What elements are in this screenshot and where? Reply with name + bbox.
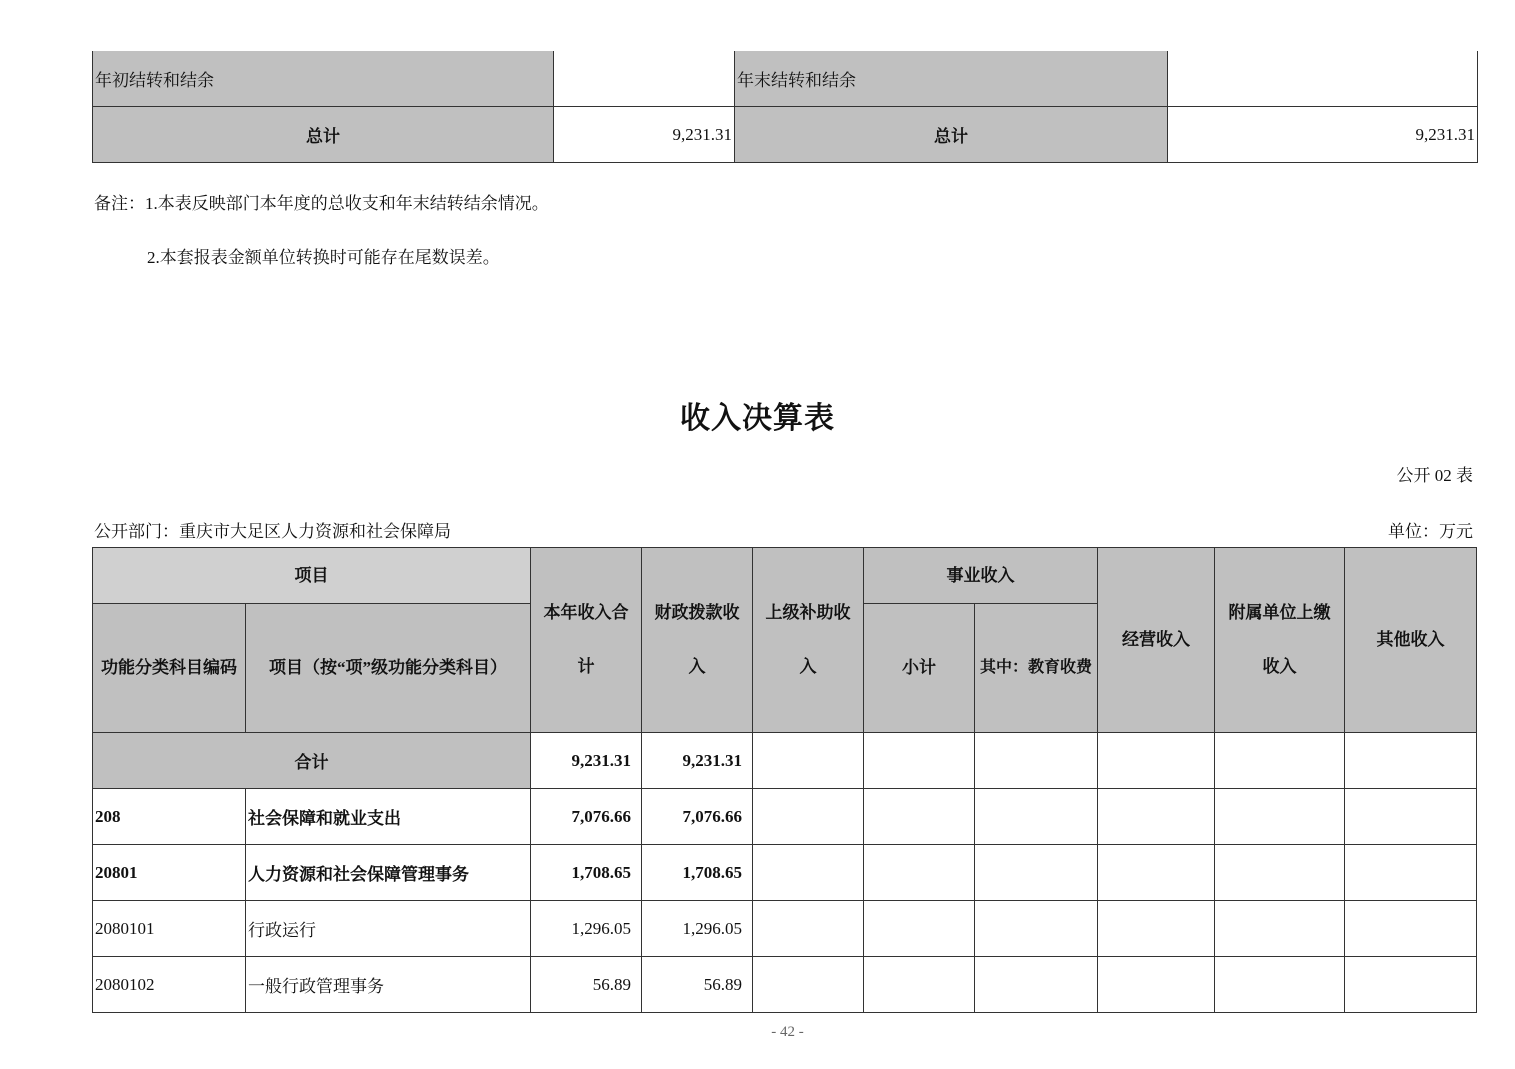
empty-cell	[1098, 733, 1215, 789]
header-row	[93, 548, 1477, 604]
opening-balance-value	[554, 51, 735, 107]
opening-balance-label: 年初结转和结余	[93, 51, 554, 107]
empty-cell	[1215, 733, 1345, 789]
empty-cell	[1345, 733, 1477, 789]
header-education: 其中：教育收费	[975, 604, 1098, 733]
row-name: 行政运行	[246, 901, 531, 957]
row-fiscal: 7,076.66	[642, 789, 753, 845]
empty-cell	[753, 733, 864, 789]
header-affiliated-line1: 附属单位上缴	[1228, 603, 1331, 622]
table-row	[93, 107, 1478, 163]
table-row	[93, 957, 1477, 1013]
row-name: 社会保障和就业支出	[246, 789, 531, 845]
empty-cell	[1345, 789, 1477, 845]
empty-cell	[1345, 901, 1477, 957]
expense-total-label: 总计	[735, 107, 1168, 163]
empty-cell	[1215, 845, 1345, 901]
department-label: 公开部门：重庆市大足区人力资源和社会保障局	[94, 522, 451, 541]
row-total: 1,296.05	[531, 901, 642, 957]
header-total-line2: 计	[577, 657, 595, 676]
row-total: 56.89	[531, 957, 642, 1013]
header-business: 事业收入	[864, 548, 1098, 604]
empty-cell	[753, 901, 864, 957]
empty-cell	[1215, 789, 1345, 845]
header-total	[531, 548, 642, 733]
empty-cell	[975, 733, 1098, 789]
table-row	[93, 845, 1477, 901]
empty-cell	[975, 845, 1098, 901]
header-fiscal	[642, 548, 753, 733]
empty-cell	[864, 733, 975, 789]
income-total-label: 总计	[93, 107, 554, 163]
note-1: 备注：1.本表反映部门本年度的总收支和年末结转结余情况。	[94, 194, 549, 213]
header-affiliated	[1215, 548, 1345, 733]
row-fiscal: 56.89	[642, 957, 753, 1013]
row-code: 2080102	[93, 957, 246, 1013]
empty-cell	[975, 901, 1098, 957]
income-total-value: 9,231.31	[554, 107, 735, 163]
header-affiliated-line2: 收入	[1262, 657, 1297, 676]
empty-cell	[864, 957, 975, 1013]
balance-summary-table	[92, 51, 1478, 163]
empty-cell	[975, 957, 1098, 1013]
page-number: - 42 -	[771, 1024, 804, 1040]
unit-label: 单位：万元	[1388, 522, 1473, 541]
row-code: 2080101	[93, 901, 246, 957]
empty-cell	[753, 789, 864, 845]
table-row	[93, 901, 1477, 957]
empty-cell	[864, 901, 975, 957]
header-operating: 经营收入	[1098, 548, 1215, 733]
empty-cell	[753, 957, 864, 1013]
row-fiscal: 1,708.65	[642, 845, 753, 901]
header-superior-line2: 入	[799, 657, 817, 676]
header-other: 其他收入	[1345, 548, 1477, 733]
row-total: 1,708.65	[531, 845, 642, 901]
header-subtotal: 小计	[864, 604, 975, 733]
sum-row	[93, 733, 1477, 789]
table-number: 公开 02 表	[1396, 466, 1473, 485]
income-table	[92, 547, 1477, 1013]
empty-cell	[1345, 845, 1477, 901]
empty-cell	[864, 845, 975, 901]
empty-cell	[1098, 845, 1215, 901]
row-name: 一般行政管理事务	[246, 957, 531, 1013]
sum-total: 9,231.31	[531, 733, 642, 789]
row-code: 20801	[93, 845, 246, 901]
empty-cell	[864, 789, 975, 845]
empty-cell	[1098, 901, 1215, 957]
header-fiscal-line2: 入	[688, 657, 706, 676]
empty-cell	[1215, 957, 1345, 1013]
row-fiscal: 1,296.05	[642, 901, 753, 957]
header-item-name: 项目（按“项”级功能分类科目）	[246, 604, 531, 733]
row-name: 人力资源和社会保障管理事务	[246, 845, 531, 901]
empty-cell	[753, 845, 864, 901]
row-code: 208	[93, 789, 246, 845]
sum-fiscal: 9,231.31	[642, 733, 753, 789]
header-superior-line1: 上级补助收	[765, 603, 851, 622]
sum-label: 合计	[93, 733, 531, 789]
empty-cell	[1215, 901, 1345, 957]
table-row	[93, 789, 1477, 845]
page-title: 收入决算表	[680, 402, 835, 435]
closing-balance-label: 年末结转和结余	[735, 51, 1168, 107]
note-2: 2.本套报表金额单位转换时可能存在尾数误差。	[147, 248, 500, 267]
header-superior	[753, 548, 864, 733]
empty-cell	[1098, 957, 1215, 1013]
header-fiscal-line1: 财政拨款收	[654, 603, 740, 622]
expense-total-value: 9,231.31	[1168, 107, 1478, 163]
table-row	[93, 51, 1478, 107]
empty-cell	[975, 789, 1098, 845]
closing-balance-value	[1168, 51, 1478, 107]
header-total-line1: 本年收入合	[543, 603, 629, 622]
empty-cell	[1345, 957, 1477, 1013]
header-item: 项目	[93, 548, 531, 604]
header-code: 功能分类科目编码	[93, 604, 246, 733]
row-total: 7,076.66	[531, 789, 642, 845]
empty-cell	[1098, 789, 1215, 845]
